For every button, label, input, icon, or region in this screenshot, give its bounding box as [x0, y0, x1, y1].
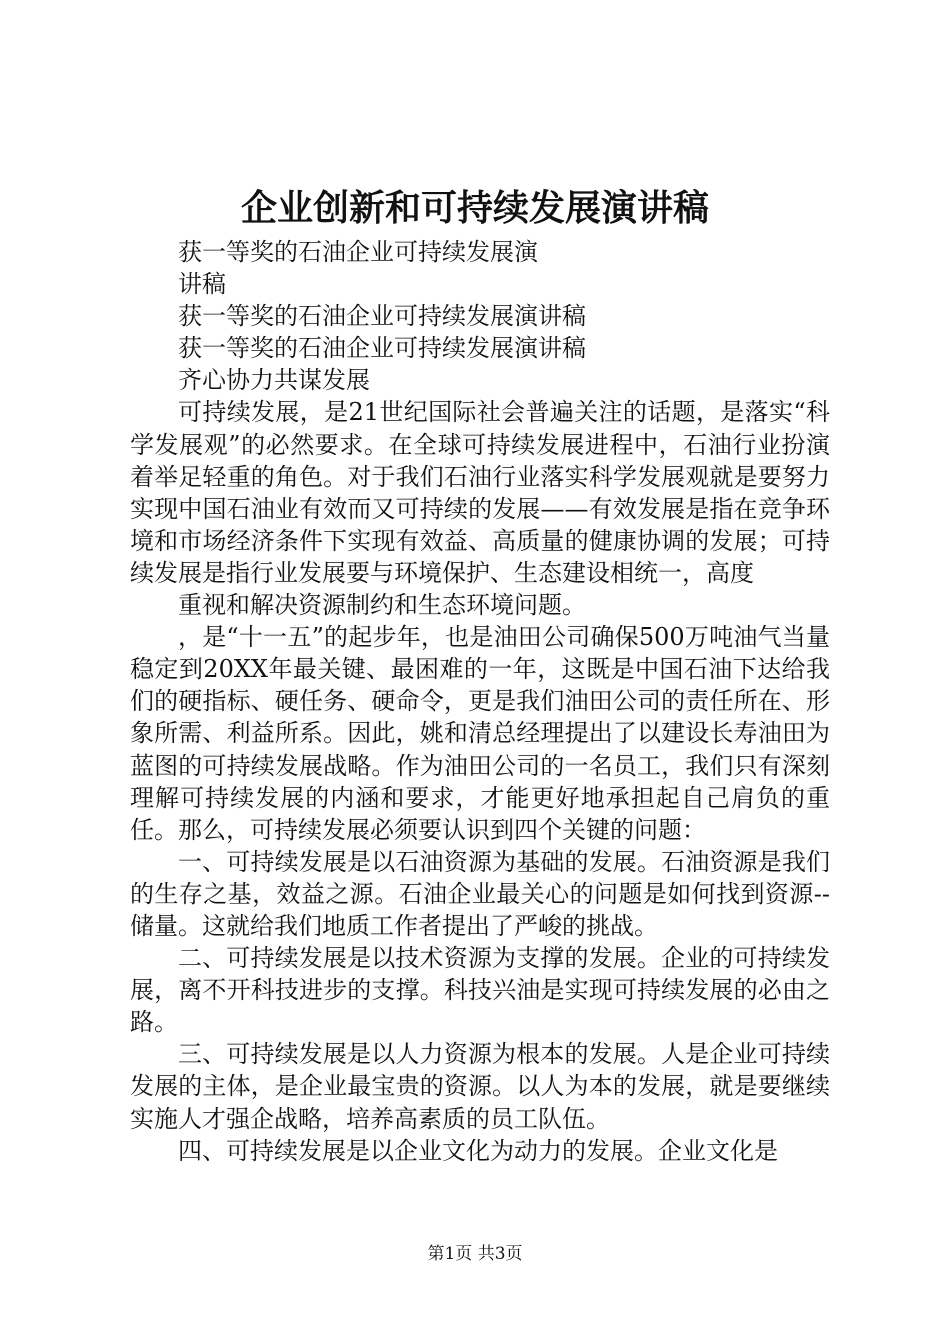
paragraph: 三、可持续发展是以人力资源为根本的发展。人是企业可持续发展的主体，是企业最宝贵的资源。以人为本的发展，就是要继续实施人才强企战略，培养高素质的员工队伍。: [130, 1040, 830, 1133]
paragraph: 可持续发展，是21世纪国际社会普遍关注的话题，是落实“科学发展观”的必然要求。在全球可持续发展进程中，石油行业扮演着举足轻重的角色。对于我们石油行业落实科学发展观就是要努力实现中国石油业有效而又可持续的发展——有效发展是指在竞争环境和市场经济条件下实现有效益、高质量的健康协调的发展；可持续发展是指行业发展要与环境保护、生态建设相统一，高度: [130, 398, 830, 587]
paragraph: 四、可持续发展是以企业文化为动力的发展。企业文化是: [178, 1136, 778, 1165]
paragraph: 二、可持续发展是以技术资源为支撑的发展。企业的可持续发展，离不开科技进步的支撑。科技兴油是实现可持续发展的必由之路。: [130, 944, 830, 1037]
document-title: 企业创新和可持续发展演讲稿: [240, 187, 709, 229]
paragraph: 获一等奖的石油企业可持续发展演讲稿: [178, 302, 586, 331]
document-body: [130, 236, 830, 1167]
paragraph: 讲稿: [178, 270, 226, 299]
paragraph: 获一等奖的石油企业可持续发展演: [178, 238, 538, 266]
paragraph: 重视和解决资源制约和生态环境问题。: [178, 591, 586, 620]
paragraph: 获一等奖的石油企业可持续发展演讲稿: [178, 334, 586, 363]
paragraph: 齐心协力共谋发展: [178, 366, 370, 395]
paragraph: ，是“十一五”的起步年，也是油田公司确保500万吨油气当量稳定到20XX年最关键、最困难的一年，这既是中国石油下达给我们的硬指标、硬任务、硬命令，更是我们油田公司的责任所在、形象所需、利益所系。因此，姚和清总经理提出了以建设长寿油田为蓝图的可持续发展战略。作为油田公司的一名员工，我们只有深刻理解可持续发展的内涵和要求，才能更好地承担起自己肩负的重任。那么，可持续发展必须要认识到四个关键的问题：: [130, 623, 830, 844]
page-number-footer: 第1页 共3页: [427, 1244, 523, 1264]
paragraph: 一、可持续发展是以石油资源为基础的发展。石油资源是我们的生存之基，效益之源。石油企业最关心的问题是如何找到资源--储量。这就给我们地质工作者提出了严峻的挑战。: [130, 847, 830, 940]
